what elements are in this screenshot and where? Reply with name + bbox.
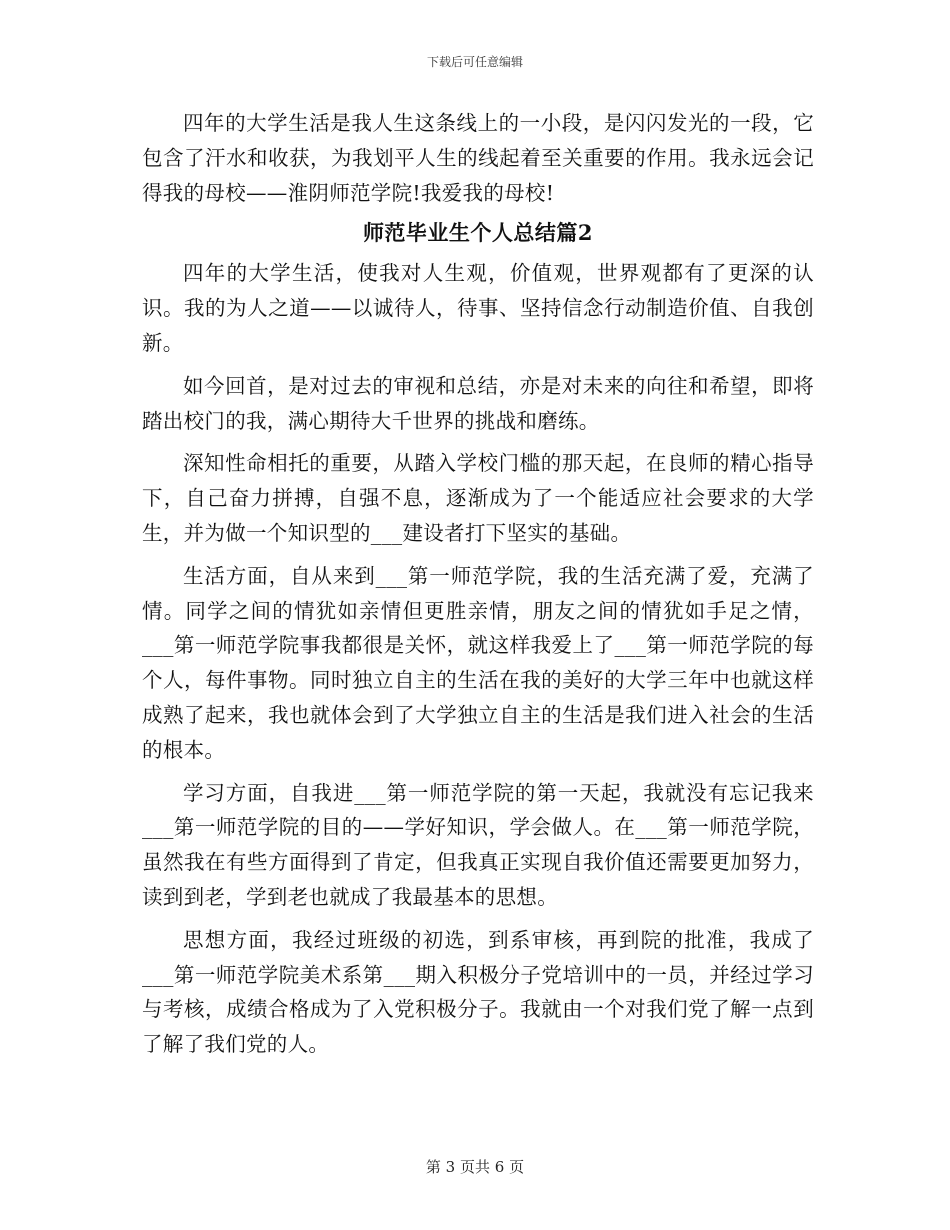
- page-number: 第 3 页共 6 页: [425, 1158, 525, 1176]
- paragraph-thought: 思想方面，我经过班级的初选，到系审核，再到院的批准，我成了___第一师范学院美术系第___期入积极分子党培训中的一员，并经过学习与考核，成绩合格成为了入党积极分子。我就由一个对我们党了解一点到了解了我们党的人。: [142, 927, 814, 1057]
- page-header-note: 下载后可任意编辑: [426, 55, 523, 69]
- section-title: 师范毕业生个人总结篇2: [362, 220, 594, 246]
- paragraph-growth: 深知性命相托的重要，从踏入学校门槛的那天起，在良师的精心指导下，自己奋力拼搏，自强不息，逐渐成为了一个能适应社会要求的大学生，并为做一个知识型的___建设者打下坚实的基础。: [142, 451, 814, 545]
- paragraph-looking-back: 如今回首，是对过去的审视和总结，亦是对未来的向往和希望，即将踏出校门的我，满心期待大千世界的挑战和磨练。: [142, 373, 814, 433]
- document-body: [142, 106, 814, 1070]
- paragraph-intro: 四年的大学生活是我人生这条线上的一小段，是闪闪发光的一段，它包含了汗水和收获，为我划平人生的线起着至关重要的作用。我永远会记得我的母校——淮阴师范学院!我爱我的母校!: [142, 111, 814, 205]
- paragraph-worldview: 四年的大学生活，使我对人生观，价值观，世界观都有了更深的认识。我的为人之道——以诚待人，待事、坚持信念行动制造价值、自我创新。: [142, 261, 814, 355]
- paragraph-life: 生活方面，自从来到___第一师范学院，我的生活充满了爱，充满了情。同学之间的情犹如亲情但更胜亲情，朋友之间的情犹如手足之情，___第一师范学院事我都很是关怀，就这样我爱上了___第一师范学院的每个人，每件事物。同时独立自主的生活在我的美好的大学三年中也就这样成熟了起来，我也就体会到了大学独立自主的生活是我们进入社会的生活的根本。: [142, 563, 814, 762]
- paragraph-study: 学习方面，自我进___第一师范学院的第一天起，我就没有忘记我来___第一师范学院的目的——学好知识，学会做人。在___第一师范学院，虽然我在有些方面得到了肯定，但我真正实现自我价值还需要更加努力，读到到老，学到老也就成了我最基本的思想。: [142, 780, 814, 909]
